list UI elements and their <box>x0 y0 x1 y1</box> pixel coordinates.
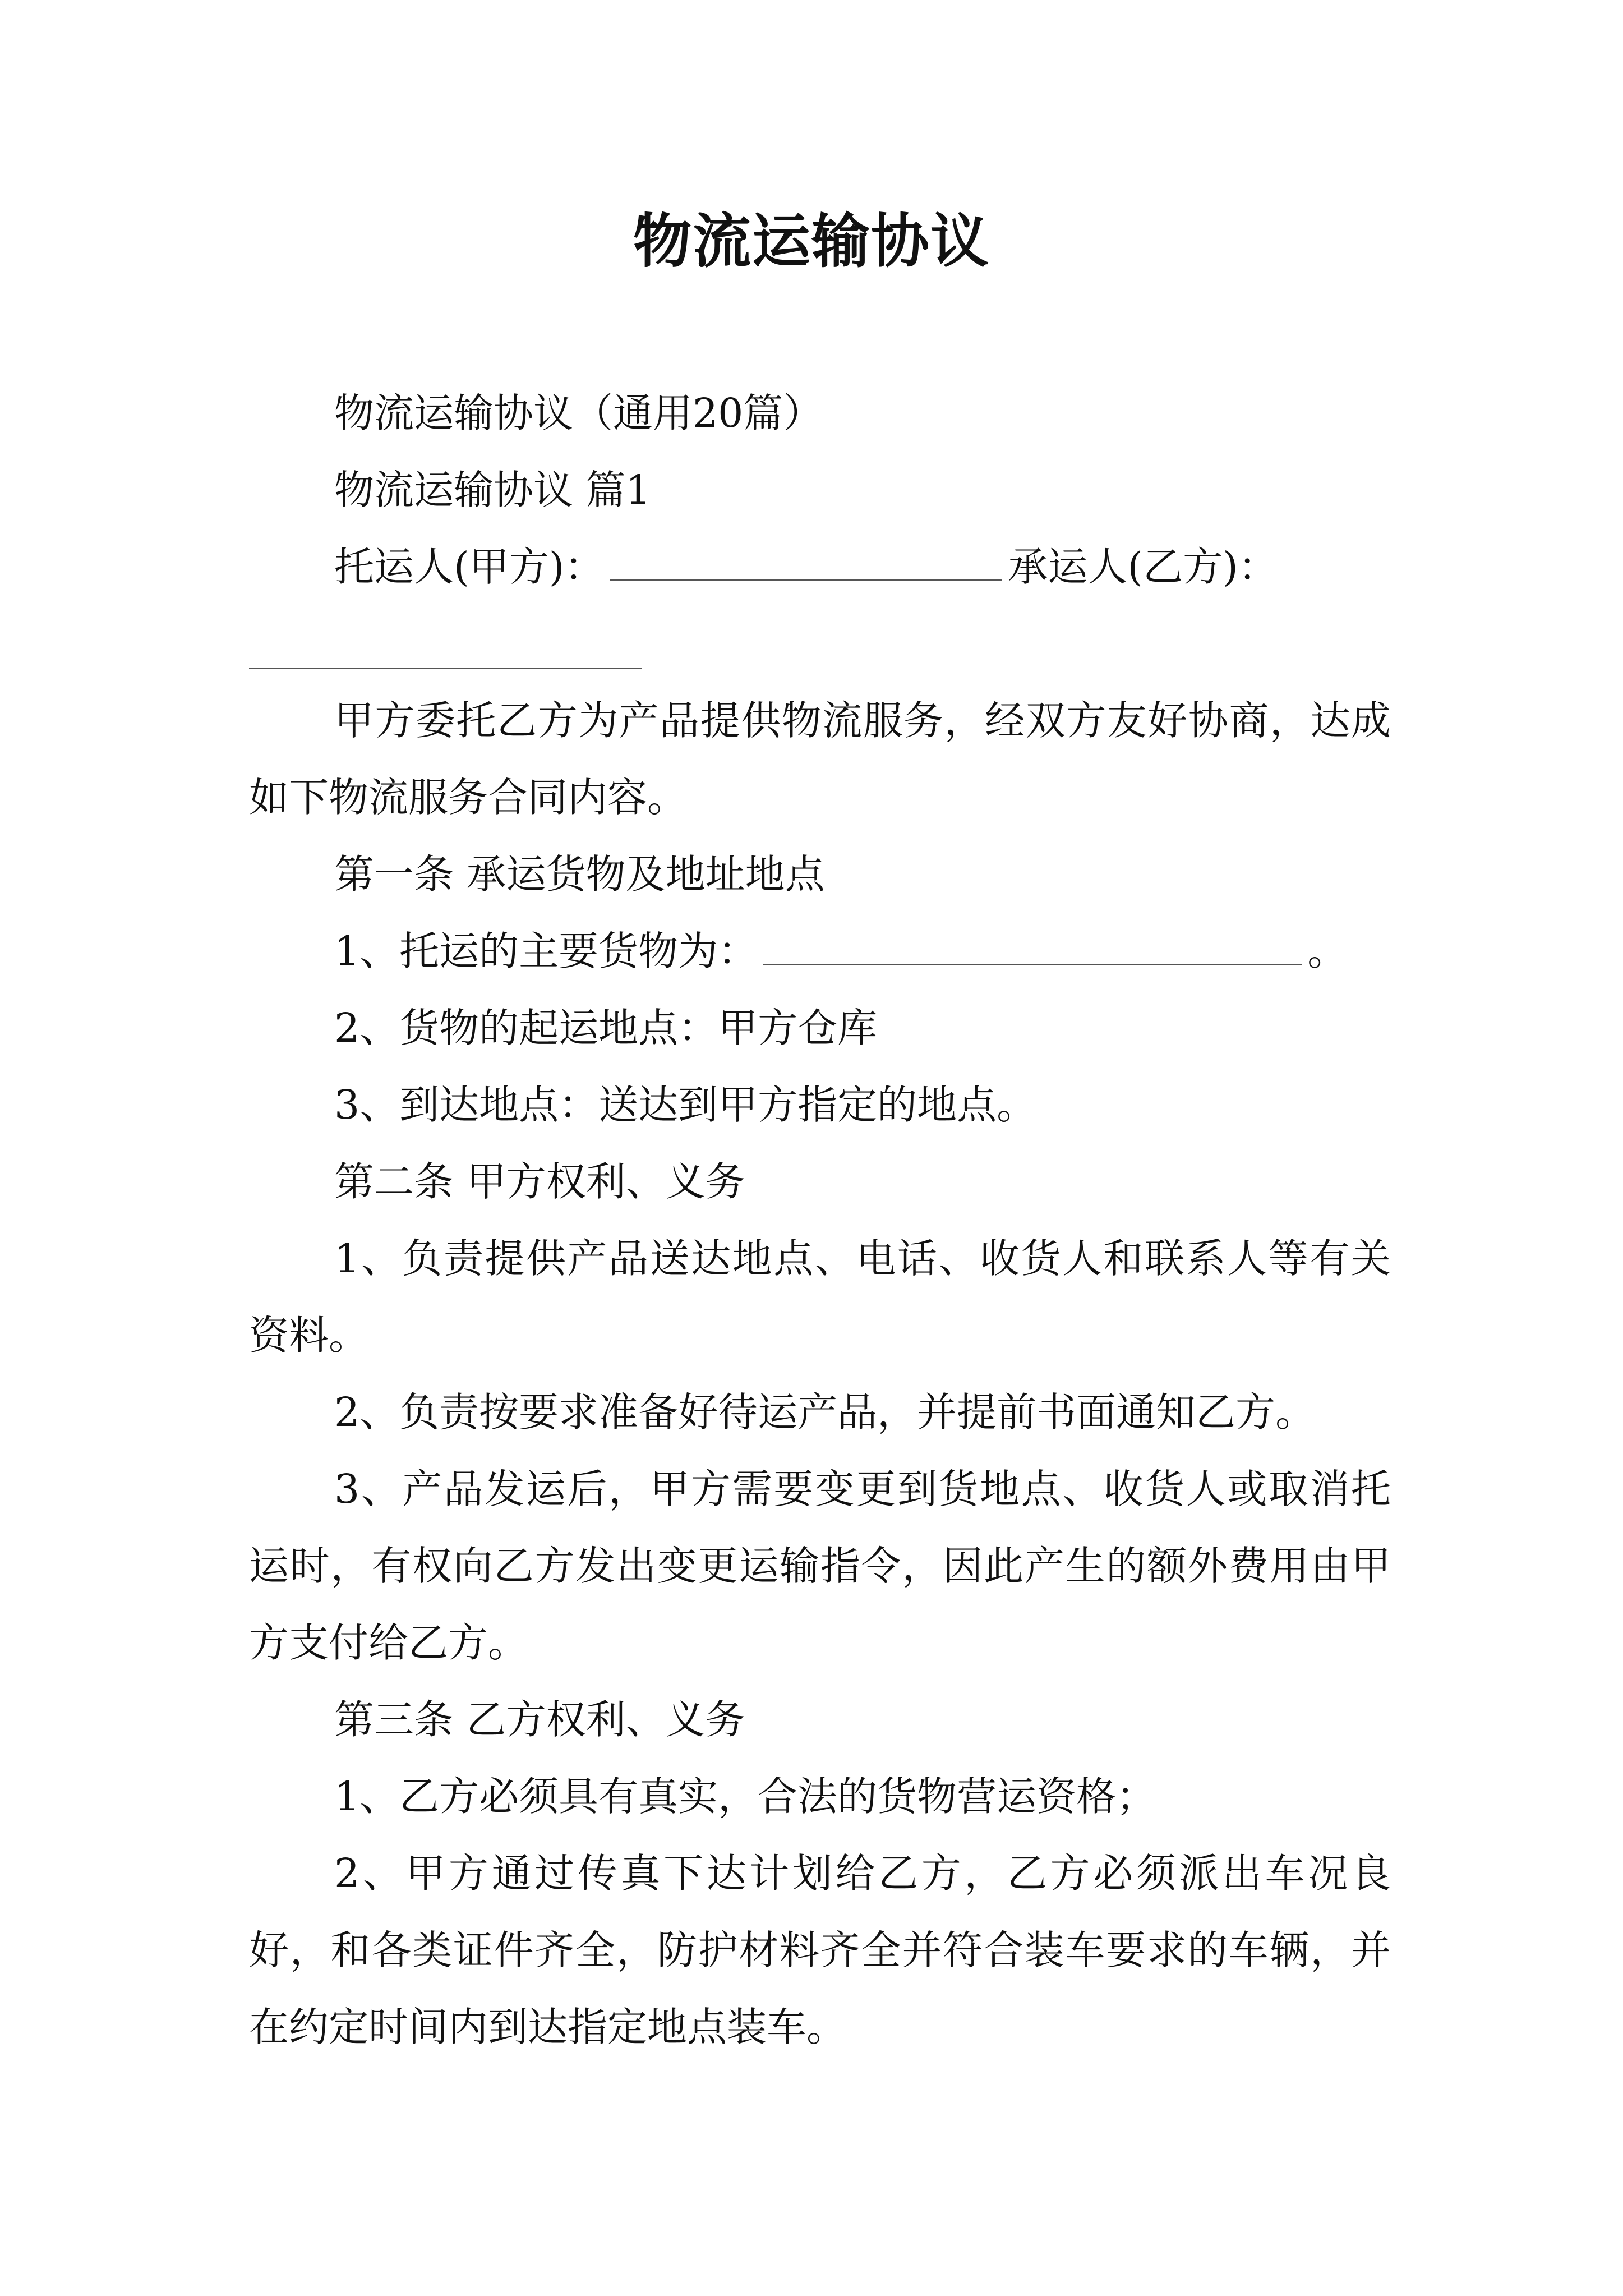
article1-item2: 2、货物的起运地点：甲方仓库 <box>334 1005 878 1051</box>
article2-item1: 1、负责提供产品送达地点、电话、收货人和联系人等有关资料。 <box>249 1235 1391 1359</box>
article1-item3: 3、到达地点：送达到甲方指定的地点。 <box>334 1082 1037 1128</box>
goods-blank-field <box>763 923 1302 965</box>
article3-item1: 1、乙方必须具有真实，合法的货物营运资格； <box>334 1773 1156 1820</box>
article2-item3: 3、产品发运后，甲方需要变更到货地点、收货人或取消托运时，有权向乙方发出变更运输指令，因此产生的额外费用由甲方支付给乙方。 <box>249 1466 1391 1666</box>
document-subtitle: 物流运输协议（通用20篇） <box>334 390 823 436</box>
carrier-label: 承运人(乙方)： <box>1008 544 1278 590</box>
document-body <box>249 375 1391 2065</box>
article1-item1 <box>249 913 1391 990</box>
part-heading: 物流运输协议 篇1 <box>334 467 651 513</box>
shipper-label: 托运人(甲方)： <box>334 544 605 590</box>
parties-line <box>249 528 1391 605</box>
carrier-blank-field <box>249 628 642 669</box>
carrier-blank-row <box>249 605 1391 682</box>
shipper-blank-field <box>610 539 1002 581</box>
article3-item2: 2、甲方通过传真下达计划给乙方，乙方必须派出车况良好，和各类证件齐全，防护材料齐全并符合装车要求的车辆，并在约定时间内到达指定地点装车。 <box>249 1850 1391 2050</box>
article2-heading: 第二条 甲方权利、义务 <box>334 1158 745 1205</box>
article1-heading: 第一条 承运货物及地址地点 <box>334 851 825 898</box>
article1-item1-end: 。 <box>1307 928 1348 974</box>
intro-paragraph: 甲方委托乙方为产品提供物流服务，经双方友好协商，达成如下物流服务合同内容。 <box>249 697 1391 821</box>
article1-item1-text: 1、托运的主要货物为： <box>334 928 758 974</box>
article2-item2: 2、负责按要求准备好待运产品，并提前书面通知乙方。 <box>334 1389 1316 1435</box>
article3-heading: 第三条 乙方权利、义务 <box>334 1696 745 1743</box>
document-title: 物流运输协议 <box>633 207 990 275</box>
